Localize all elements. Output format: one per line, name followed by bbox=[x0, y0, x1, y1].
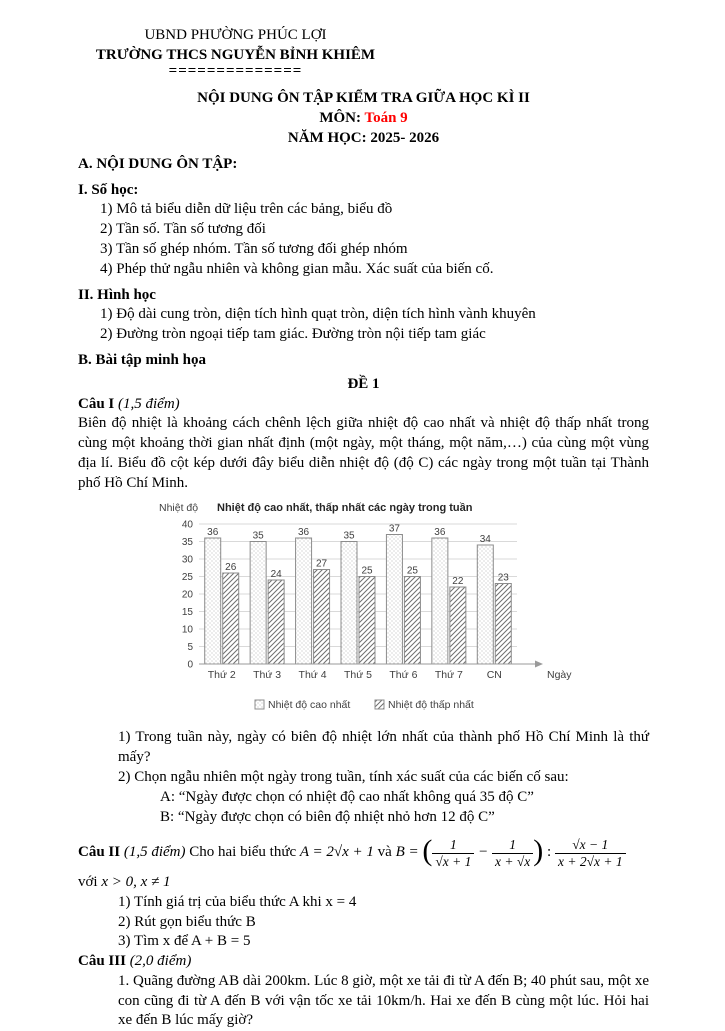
svg-text:Nhiệt độ thấp nhất: Nhiệt độ thấp nhất bbox=[387, 698, 474, 711]
svg-text:20: 20 bbox=[181, 589, 193, 601]
fraction-2: $\frac{1}{x + √x}$ bbox=[492, 837, 533, 869]
sub1-list bbox=[100, 200, 649, 279]
svg-text:Thứ 2: Thứ 2 bbox=[207, 668, 236, 681]
svg-text:Thứ 4: Thứ 4 bbox=[298, 668, 327, 681]
svg-text:35: 35 bbox=[181, 536, 193, 548]
svg-text:36: 36 bbox=[297, 526, 309, 538]
connector-and: và bbox=[377, 844, 392, 861]
svg-text:30: 30 bbox=[181, 554, 193, 566]
svg-text:37: 37 bbox=[388, 523, 400, 535]
fraction-1: $\frac{1}{√x + 1}$ bbox=[432, 837, 474, 869]
svg-text:36: 36 bbox=[433, 526, 445, 538]
document-title bbox=[78, 89, 649, 148]
title-line-subject bbox=[78, 109, 649, 129]
fraction-3: $\frac{√x - 1}{x + 2√x + 1}$ bbox=[555, 837, 626, 869]
left-paren: ( bbox=[422, 834, 433, 868]
minus-sign: − bbox=[478, 844, 489, 861]
header-line-school: TRƯỜNG THCS NGUYỄN BỈNH KHIÊM bbox=[95, 46, 376, 63]
cau1-question-2: 2) Chọn ngẫu nhiên một ngày trong tuần, tính xác suất của các biến cố sau: bbox=[118, 768, 569, 785]
svg-text:Ngày: Ngày bbox=[546, 668, 572, 681]
svg-text:Nhiệt độ cao nhất: Nhiệt độ cao nhất bbox=[267, 698, 350, 711]
temperature-chart bbox=[149, 498, 579, 716]
cau2-points: (1,5 điểm) bbox=[123, 844, 186, 861]
cau1-question-1: 1) Trong tuần này, ngày có biên độ nhiệt lớn nhất của thành phố Hồ Chí Minh là thứ mấy? bbox=[118, 729, 649, 766]
svg-text:5: 5 bbox=[186, 641, 193, 653]
svg-text:Nhiệt độ: Nhiệt độ bbox=[158, 501, 198, 514]
formula-b-lhs: B = bbox=[395, 844, 419, 861]
cau2-condition bbox=[78, 873, 649, 893]
header-divider: ============== bbox=[168, 62, 303, 79]
division-colon: : bbox=[547, 844, 552, 861]
school-header bbox=[78, 26, 393, 81]
section-a-heading: A. NỘI DUNG ÔN TẬP: bbox=[78, 155, 238, 172]
sub1-heading: I. Số học: bbox=[78, 181, 139, 198]
svg-text:Thứ 6: Thứ 6 bbox=[388, 668, 417, 681]
subject-label: MÔN: bbox=[319, 110, 365, 127]
svg-text:36: 36 bbox=[206, 526, 218, 538]
svg-text:Thứ 5: Thứ 5 bbox=[343, 668, 372, 681]
list-item: 2) Rút gọn biểu thức B bbox=[118, 913, 256, 930]
list-item: 2) Tần số. Tần số tương đối bbox=[100, 221, 266, 238]
exam-title: ĐỀ 1 bbox=[347, 375, 380, 392]
svg-text:10: 10 bbox=[181, 624, 193, 636]
svg-text:27: 27 bbox=[315, 558, 327, 570]
cau1-event-a: A: “Ngày được chọn có nhiệt độ cao nhất không quá 35 độ C” bbox=[160, 788, 534, 805]
svg-text:34: 34 bbox=[479, 533, 491, 545]
svg-text:23: 23 bbox=[497, 572, 509, 584]
svg-text:24: 24 bbox=[270, 568, 282, 580]
list-item: 2) Đường tròn ngoại tiếp tam giác. Đường tròn nội tiếp tam giác bbox=[100, 326, 486, 343]
section-b-heading: B. Bài tập minh họa bbox=[78, 351, 206, 368]
condition-math: x > 0, x ≠ 1 bbox=[101, 873, 171, 890]
list-item: 1) Mô tả biểu diễn dữ liệu trên các bảng, biểu đồ bbox=[100, 201, 393, 218]
cau1-event-b: B: “Ngày được chọn có biên độ nhiệt nhỏ hơn 12 độ C” bbox=[160, 808, 495, 825]
cau3-item-1: 1. Quãng đường AB dài 200km. Lúc 8 giờ, một xe tải đi từ A đến B; 40 phút sau, một xe con cũng đi từ A đến B với vận tốc xe tải 10km/h. Hai xe đến B cùng một lúc. Hỏi hai xe đến B lúc mấy giờ? bbox=[118, 972, 649, 1029]
cau1-heading bbox=[78, 395, 649, 415]
right-paren: ) bbox=[533, 834, 544, 868]
subject-value: Toán 9 bbox=[364, 110, 408, 127]
list-item: 1) Tính giá trị của biểu thức A khi x = 4 bbox=[118, 893, 357, 910]
condition-prefix: với bbox=[78, 873, 98, 890]
svg-text:Thứ 3: Thứ 3 bbox=[252, 668, 281, 681]
formula-a: A = 2√x + 1 bbox=[299, 844, 374, 861]
svg-text:CN: CN bbox=[486, 668, 502, 681]
cau3-heading bbox=[78, 952, 649, 972]
sub2-list bbox=[100, 305, 649, 345]
svg-text:26: 26 bbox=[224, 561, 236, 573]
svg-text:40: 40 bbox=[181, 519, 193, 531]
cau2-intro: Cho hai biểu thức bbox=[189, 844, 297, 861]
svg-text:25: 25 bbox=[181, 571, 193, 583]
list-item: 3) Tìm x để A + B = 5 bbox=[118, 933, 251, 950]
svg-text:25: 25 bbox=[406, 565, 418, 577]
svg-text:15: 15 bbox=[181, 606, 193, 618]
cau1-intro-paragraph: Biên độ nhiệt là khoảng cách chênh lệch giữa nhiệt độ cao nhất và nhiệt độ thấp nhất trong cùng một khoảng thời gian nhất định (một ngày, một tháng, một năm,…) của cùng một vùng địa lí. Biểu đồ cột kép dưới đây biểu diễn nhiệt độ (độ C) các ngày trong một tuần tại Thành phố Hồ Chí Minh. bbox=[78, 415, 649, 491]
title-line-year: NĂM HỌC: 2025- 2026 bbox=[287, 129, 440, 146]
svg-text:25: 25 bbox=[360, 565, 373, 577]
cau1-points: (1,5 điểm) bbox=[118, 395, 180, 412]
svg-text:35: 35 bbox=[252, 530, 264, 542]
header-line-authority: UBND PHƯỜNG PHÚC LỢI bbox=[144, 27, 327, 43]
list-item: 4) Phép thử ngẫu nhiên và không gian mẫu. Xác suất của biến cố. bbox=[100, 260, 494, 277]
svg-text:35: 35 bbox=[342, 530, 355, 542]
title-line-1: NỘI DUNG ÔN TẬP KIỂM TRA GIỮA HỌC KÌ II bbox=[197, 90, 530, 107]
cau2-list bbox=[118, 893, 649, 952]
cau3-label: Câu III bbox=[78, 953, 126, 970]
svg-text:22: 22 bbox=[451, 575, 463, 587]
chart-container bbox=[78, 498, 649, 723]
svg-text:0: 0 bbox=[186, 659, 193, 671]
cau3-points: (2,0 điểm) bbox=[129, 953, 192, 970]
cau2-label: Câu II bbox=[78, 844, 121, 861]
svg-text:Nhiệt độ cao nhất, thấp nhất c: Nhiệt độ cao nhất, thấp nhất các ngày trong tuần bbox=[216, 501, 472, 514]
svg-text:Thứ 7: Thứ 7 bbox=[434, 668, 463, 681]
list-item: 3) Tần số ghép nhóm. Tần số tương đối ghép nhóm bbox=[100, 240, 408, 257]
cau2-heading bbox=[78, 833, 649, 873]
cau1-label: Câu I bbox=[78, 395, 115, 412]
sub2-heading: II. Hình học bbox=[78, 286, 156, 303]
list-item: 1) Độ dài cung tròn, diện tích hình quạt tròn, diện tích hình vành khuyên bbox=[100, 306, 536, 323]
